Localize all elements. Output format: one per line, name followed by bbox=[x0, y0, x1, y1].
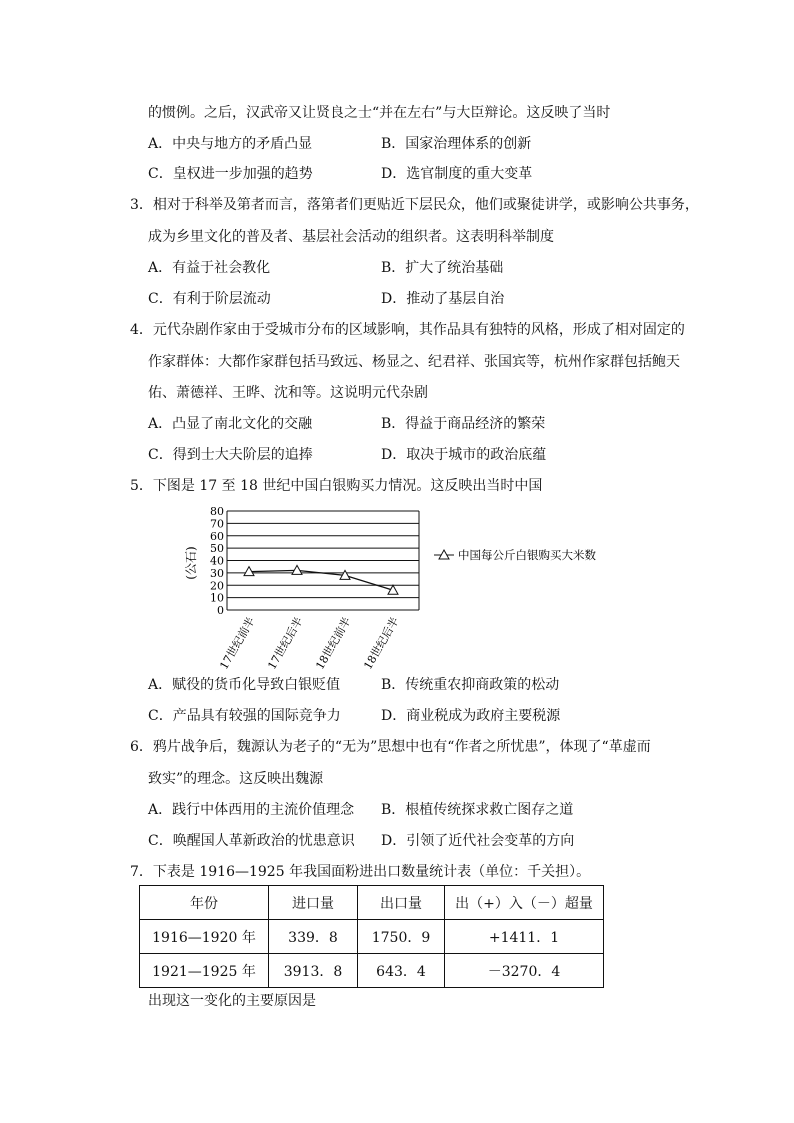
q2-option-d[interactable]: D．选官制度的重大变革 bbox=[381, 166, 533, 182]
question-7-stem: 7．下表是 1916—1925 年我国面粉进出口数量统计表（单位：千关担）。 bbox=[130, 864, 591, 880]
y-tick-label: 10 bbox=[210, 591, 224, 605]
table-cell: 3913．8 bbox=[269, 954, 358, 988]
q3-option-b[interactable]: B．扩大了统治基础 bbox=[381, 260, 504, 276]
chart-grid bbox=[227, 511, 419, 610]
flour-import-export-table bbox=[139, 885, 604, 988]
y-tick-label: 50 bbox=[210, 542, 224, 556]
y-tick-label: 30 bbox=[210, 566, 224, 580]
q4-option-d[interactable]: D．取决于城市的政治底蕴 bbox=[381, 447, 547, 463]
q2-option-c[interactable]: C．皇权进一步加强的趋势 bbox=[148, 166, 313, 182]
table-cell: 1921—1925 年 bbox=[140, 954, 269, 988]
y-tick-label: 40 bbox=[210, 554, 224, 568]
y-tick-label: 60 bbox=[210, 529, 224, 543]
q6-option-a[interactable]: A．践行中体西用的主流价值理念 bbox=[148, 802, 355, 818]
question-7-followup: 出现这一变化的主要原因是 bbox=[148, 993, 316, 1009]
chart-x-ticks bbox=[216, 615, 401, 672]
table-header-year: 年份 bbox=[140, 886, 269, 920]
q4-option-a[interactable]: A．凸显了南北文化的交融 bbox=[148, 416, 313, 432]
q3-option-c[interactable]: C．有利于阶层流动 bbox=[148, 291, 271, 307]
q4-option-c[interactable]: C．得到士大夫阶层的追捧 bbox=[148, 447, 313, 463]
table-cell: 339．8 bbox=[269, 920, 358, 954]
y-tick-label: 70 bbox=[210, 517, 224, 531]
question-3-stem-line2: 成为乡里文化的普及者、基层社会活动的组织者。这表明科举制度 bbox=[148, 229, 554, 245]
table-cell: 1916—1920 年 bbox=[140, 920, 269, 954]
q2-option-a[interactable]: A．中央与地方的矛盾凸显 bbox=[148, 136, 313, 152]
question-3-stem-line1: 3．相对于科举及第者而言，落第者们更贴近下层民众，他们或聚徒讲学，或影响公共事务， bbox=[130, 197, 699, 213]
table-header-export: 出口量 bbox=[358, 886, 445, 920]
table-cell: －3270．4 bbox=[445, 954, 604, 988]
q4-option-b[interactable]: B．得益于商品经济的繁荣 bbox=[381, 416, 546, 432]
q3-option-a[interactable]: A．有益于社会教化 bbox=[148, 260, 271, 276]
q6-option-d[interactable]: D．引领了近代社会变革的方向 bbox=[381, 833, 575, 849]
table-row bbox=[140, 954, 604, 988]
question-2-stem-tail: 的惯例。之后，汉武帝又让贤良之士“并在左右”与大臣辩论。这反映了当时 bbox=[148, 105, 611, 121]
table-header-row bbox=[140, 886, 604, 920]
q5-option-a[interactable]: A．赋役的货币化导致白银贬值 bbox=[148, 677, 341, 693]
table-header-import: 进口量 bbox=[269, 886, 358, 920]
table-row bbox=[140, 920, 604, 954]
x-tick-label: 17世纪后半 bbox=[265, 615, 306, 672]
chart-series bbox=[244, 565, 398, 594]
q5-option-c[interactable]: C．产品具有较强的国际竞争力 bbox=[148, 708, 341, 724]
chart-y-axis-label: (公石) bbox=[184, 546, 198, 580]
table-cell: 1750．9 bbox=[358, 920, 445, 954]
question-6-stem-line1: 6．鸦片战争后，魏源认为老子的“无为”思想中也有“作者之所忧患”，体现了“革虚而 bbox=[130, 739, 651, 755]
chart-y-ticks bbox=[210, 505, 224, 617]
q5-option-b[interactable]: B．传统重农抑商政策的松动 bbox=[381, 677, 560, 693]
question-6-stem-line2: 致实”的理念。这反映出魏源 bbox=[148, 771, 324, 787]
q6-option-b[interactable]: B．根植传统探求救亡图存之道 bbox=[381, 802, 574, 818]
y-tick-label: 20 bbox=[210, 579, 224, 593]
table-cell: 643．4 bbox=[358, 954, 445, 988]
table-cell: +1411．1 bbox=[445, 920, 604, 954]
q5-option-d[interactable]: D．商业税成为政府主要税源 bbox=[381, 708, 561, 724]
y-tick-label: 80 bbox=[210, 505, 224, 518]
question-4-stem-line1: 4．元代杂剧作家由于受城市分布的区域影响，其作品具有独特的风格，形成了相对固定的 bbox=[130, 322, 685, 338]
q6-option-c[interactable]: C．唤醒国人革新政治的忧患意识 bbox=[148, 833, 355, 849]
question-4-stem-line2: 作家群体：大都作家群包括马致远、杨显之、纪君祥、张国宾等，杭州作家群包括鲍天 bbox=[148, 354, 680, 370]
q2-option-b[interactable]: B．国家治理体系的创新 bbox=[381, 136, 532, 152]
silver-purchasing-power-chart bbox=[184, 503, 617, 672]
x-tick-label: 18世纪前半 bbox=[313, 615, 354, 672]
chart-legend bbox=[434, 548, 596, 562]
legend-series-name: 中国每公斤白银购买大米数 bbox=[458, 548, 596, 562]
x-tick-label: 18世纪后半 bbox=[361, 615, 402, 672]
question-5-stem: 5．下图是 17 至 18 世纪中国白银购买力情况。这反映出当时中国 bbox=[130, 478, 543, 494]
question-4-stem-line3: 佑、萧德祥、王晔、沈和等。这说明元代杂剧 bbox=[148, 385, 428, 401]
y-tick-label: 0 bbox=[217, 604, 224, 617]
table-header-net: 出（+）入（－）超量 bbox=[445, 886, 604, 920]
q3-option-d[interactable]: D．推动了基层自治 bbox=[381, 291, 505, 307]
x-tick-label: 17世纪前半 bbox=[217, 615, 258, 672]
